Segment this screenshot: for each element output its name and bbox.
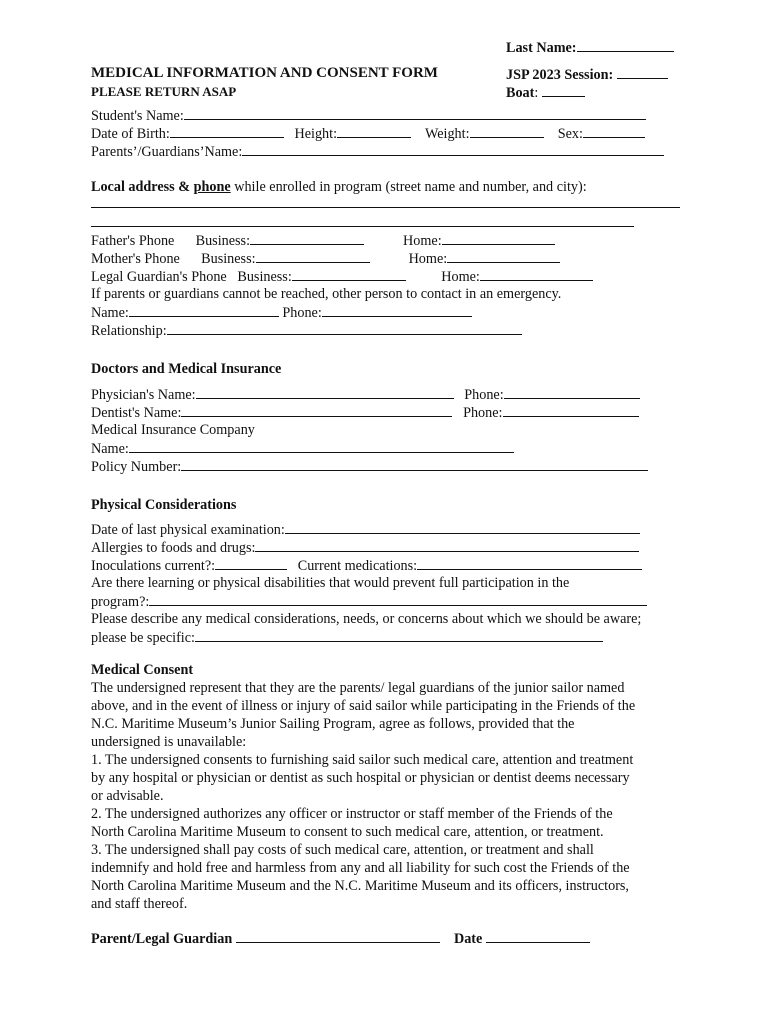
disabilities-label: program?:	[91, 594, 150, 610]
exam-row	[91, 520, 640, 539]
weight-field[interactable]	[470, 124, 544, 138]
consent-item-1-line: by any hospital or physician or dentist as such hospital or physician or dentist deems necessary	[91, 770, 630, 786]
local-address-line-1[interactable]	[91, 207, 680, 208]
parents-label: Parents’/Guardians’Name:	[91, 144, 243, 160]
dentist-phone-field[interactable]	[503, 403, 639, 417]
doctors-heading: Doctors and Medical Insurance	[91, 361, 282, 377]
date-label: Date	[453, 931, 483, 947]
describe-field[interactable]	[195, 628, 603, 642]
weight-label: Weight:	[424, 126, 470, 142]
consent-item-1-line: or advisable.	[91, 788, 164, 804]
local-address-desc: while enrolled in program (street name and number, and city):	[234, 179, 587, 195]
relationship-field[interactable]	[167, 321, 522, 335]
student-name-label: Student's Name:	[91, 108, 184, 124]
local-address-label: Local address &	[91, 179, 191, 195]
session-field[interactable]	[617, 65, 668, 79]
inoculations-label: Inoculations current?:	[91, 558, 216, 574]
parents-field-2[interactable]	[438, 142, 664, 156]
consent-item-3-line: and staff thereof.	[91, 896, 188, 912]
height-field[interactable]	[337, 124, 411, 138]
father-home-label: Home:	[403, 233, 442, 249]
allergies-label: Allergies to foods and drugs:	[91, 540, 256, 556]
emergency-name-label: Name:	[91, 305, 129, 321]
student-name-row	[91, 106, 646, 125]
guardian-phone-row	[91, 267, 593, 286]
emergency-name-field[interactable]	[129, 303, 279, 317]
insurance-name-row	[91, 439, 514, 458]
emergency-note: If parents or guardians cannot be reached, other person to contact in an emergency.	[91, 286, 562, 302]
local-address-line-2[interactable]	[91, 226, 634, 227]
boat-field[interactable]	[542, 83, 585, 97]
policy-field[interactable]	[181, 457, 648, 471]
father-home-field[interactable]	[442, 231, 555, 245]
consent-heading: Medical Consent	[91, 662, 194, 678]
sex-label: Sex:	[557, 126, 583, 142]
guardian-home-field[interactable]	[480, 267, 593, 281]
consent-item-2-line: North Carolina Maritime Museum to consent to such medical care, attention, or treatment.	[91, 824, 604, 840]
mother-business-field[interactable]	[256, 249, 370, 263]
mother-home-label: Home:	[408, 251, 448, 267]
dob-row	[91, 124, 645, 143]
dob-field[interactable]	[170, 124, 284, 138]
physician-row	[91, 385, 640, 404]
father-business-label: Business:	[195, 233, 251, 249]
insurance-name-label: Name:	[91, 441, 129, 457]
father-business-field[interactable]	[250, 231, 364, 245]
consent-item-3-line: 3. The undersigned shall pay costs of such medical care, attention, or treatment and shall	[91, 842, 594, 858]
insurance-label: Medical Insurance Company	[91, 422, 255, 438]
policy-row	[91, 457, 648, 476]
sex-field[interactable]	[583, 124, 645, 138]
relationship-row	[91, 321, 522, 340]
consent-item-3-line: indemnify and hold free and harmless from any and all liability for such cost the Friends of the	[91, 860, 630, 876]
consent-item-2-line: 2. The undersigned authorizes any officer or instructor or staff member of the Friends of the	[91, 806, 613, 822]
policy-label: Policy Number:	[91, 459, 182, 475]
describe-line-1: Please describe any medical considerations, needs, or concerns about which we should be aware;	[91, 611, 642, 627]
dentist-phone-label: Phone:	[463, 405, 503, 421]
consent-item-1-line: 1. The undersigned consents to furnishing said sailor such medical care, attention and treatment	[91, 752, 634, 768]
consent-intro-line: N.C. Maritime Museum’s Junior Sailing Program, agree as follows, provided that the	[91, 716, 575, 732]
disabilities-row	[91, 592, 647, 611]
guardian-business-label: Business:	[237, 269, 292, 285]
describe-label: please be specific:	[91, 630, 195, 646]
guardian-signature-field[interactable]	[236, 929, 440, 943]
consent-intro-line: The undersigned represent that they are the parents/ legal guardians of the junior sailor named	[91, 680, 625, 696]
emergency-phone-field[interactable]	[322, 303, 472, 317]
mother-business-label: Business:	[201, 251, 256, 267]
exam-label: Date of last physical examination:	[91, 522, 285, 538]
guardian-business-field[interactable]	[292, 267, 406, 281]
local-phone-label: phone	[193, 179, 231, 195]
mother-home-field[interactable]	[447, 249, 560, 263]
date-field[interactable]	[486, 929, 590, 943]
session-row	[506, 65, 668, 84]
medications-label: Current medications:	[297, 558, 418, 574]
physician-field[interactable]	[196, 385, 454, 399]
consent-intro-line: above, and in the event of illness or injury of said sailor while participating in the Friends of the	[91, 698, 636, 714]
guardian-phone-label: Legal Guardian's Phone	[91, 269, 227, 285]
student-name-field[interactable]	[184, 106, 646, 120]
consent-intro-line: undersigned is unavailable:	[91, 734, 247, 750]
boat-label: Boat	[506, 85, 535, 101]
guardian-home-label: Home:	[441, 269, 480, 285]
inoculations-field[interactable]	[215, 556, 287, 570]
last-name-label: Last Name:	[506, 40, 577, 56]
exam-field[interactable]	[285, 520, 640, 534]
dentist-field[interactable]	[181, 403, 452, 417]
physician-phone-field[interactable]	[504, 385, 640, 399]
consent-item-3-line: North Carolina Maritime Museum and the N.C. Maritime Museum and its officers, instructors,	[91, 878, 629, 894]
describe-row	[91, 628, 603, 647]
form-title: MEDICAL INFORMATION AND CONSENT FORM	[91, 65, 438, 81]
relationship-label: Relationship:	[91, 323, 167, 339]
parents-field-1[interactable]	[242, 142, 438, 156]
allergies-row	[91, 538, 639, 557]
disabilities-field[interactable]	[149, 592, 647, 606]
parents-row	[91, 142, 664, 161]
session-label: JSP 2023 Session:	[506, 67, 614, 83]
mother-phone-row	[91, 249, 560, 268]
guardian-signature-label: Parent/Legal Guardian	[91, 931, 233, 947]
emergency-contact-row	[91, 303, 472, 322]
disabilities-line-1: Are there learning or physical disabilities that would prevent full participation in the	[91, 575, 570, 591]
physician-phone-label: Phone:	[464, 387, 504, 403]
father-phone-row	[91, 231, 555, 250]
father-phone-label: Father's Phone	[91, 233, 175, 249]
emergency-phone-label: Phone:	[282, 305, 322, 321]
local-address-row	[91, 178, 587, 196]
allergies-field[interactable]	[255, 538, 639, 552]
dentist-row	[91, 403, 639, 422]
physical-heading: Physical Considerations	[91, 497, 237, 513]
dentist-label: Dentist's Name:	[91, 405, 182, 421]
boat-row: Boat:	[506, 83, 585, 102]
signature-row	[91, 929, 590, 948]
dob-label: Date of Birth:	[91, 126, 170, 142]
height-label: Height:	[294, 126, 338, 142]
insurance-name-field[interactable]	[129, 439, 514, 453]
form-subtitle: PLEASE RETURN ASAP	[91, 84, 237, 99]
mother-phone-label: Mother's Phone	[91, 251, 180, 267]
physician-label: Physician's Name:	[91, 387, 196, 403]
last-name-row	[506, 38, 674, 57]
inoculations-row	[91, 556, 642, 575]
last-name-field[interactable]	[577, 38, 674, 52]
medications-field[interactable]	[417, 556, 642, 570]
